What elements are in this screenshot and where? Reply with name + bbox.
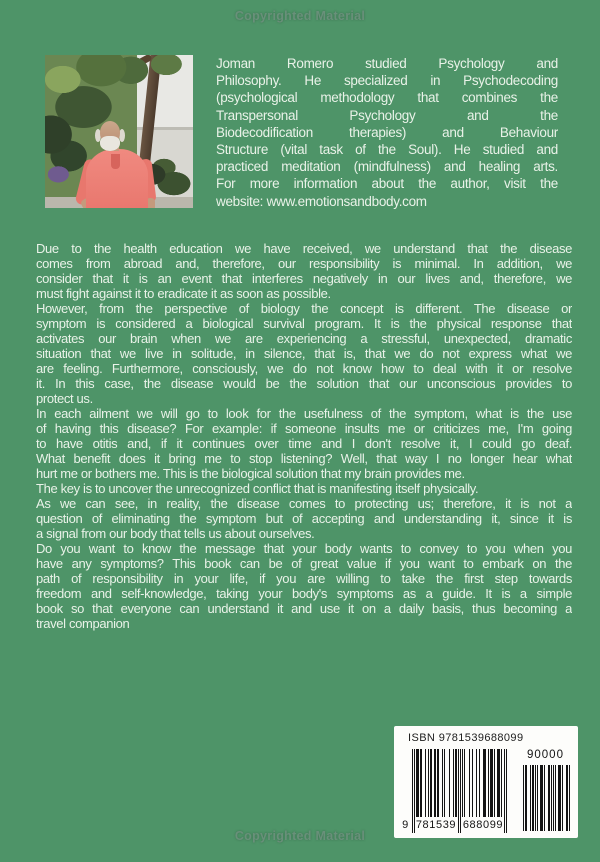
photo-man-collar	[111, 154, 120, 169]
text-line: practiced meditation (mindfulness) and healing arts.	[216, 159, 558, 175]
text-line: Joman Romero studied Psychology and	[216, 56, 558, 71]
author-bio	[216, 55, 558, 210]
text-line: a signal from our body that tells us about ourselves.	[36, 526, 315, 541]
text-line: have any symptoms? This book can be of great value if you want to embark on the	[36, 556, 572, 571]
paragraph	[36, 496, 572, 541]
text-line: comes from abroad and, therefore, our responsibility is minimal. In addition, we	[36, 256, 572, 271]
paragraph	[36, 481, 572, 496]
text-line: to have otitis and, if it continues over time and I don't resolve it, I could go deaf.	[36, 436, 572, 451]
ean5-addon-barcode	[522, 765, 569, 831]
photo-man-beard	[100, 136, 120, 151]
copyright-watermark-bottom: Copyrighted Material	[234, 829, 366, 843]
paragraph	[36, 241, 572, 301]
text-line: Do you want to know the message that your body wants to convey to you when you	[36, 541, 572, 556]
text-line: activates our brain when we are experiencing a stressful, unexpected, dramatic	[36, 331, 572, 346]
isbn-label: ISBN 9781539688099	[408, 732, 524, 744]
text-line: hurt me or bothers me. This is the biological solution that my brain provides me.	[36, 466, 465, 481]
paragraph	[36, 541, 572, 631]
addon-price-label: 90000	[527, 749, 564, 761]
text-line: website: www.emotionsandbody.com	[216, 193, 427, 209]
text-line: The key is to uncover the unrecognized conflict that is manifesting itself physically.	[36, 481, 479, 496]
text-line: protect us.	[36, 391, 93, 406]
text-line: (psychological methodology that combines the	[216, 90, 558, 106]
ean-digit-group: 688099	[462, 819, 504, 831]
barcode-panel	[394, 726, 578, 838]
text-line: travel companion	[36, 616, 130, 631]
text-line: symptom is considered a biological survival program. It is the physical response that	[36, 316, 572, 331]
text-line: Structure (vital task of the Soul). He studied and	[216, 142, 558, 158]
text-line: are feeling. Furthermore, consciously, we do not know how to deal with it or resolve	[36, 361, 572, 376]
text-line: question of eliminating the symptom but of accepting and understanding it, since it is	[36, 511, 572, 526]
ean-digit-group: 9	[402, 819, 409, 831]
paragraph	[36, 301, 572, 406]
text-line: freedom and self-knowledge, taking your body's symptoms as a guide. It is a simple	[36, 586, 572, 601]
ean-digit-group: 781539	[415, 819, 457, 831]
author-photo	[45, 55, 193, 208]
text-line: it. In this case, the disease would be the solution that our unconscious provides to	[36, 376, 572, 391]
text-line: However, from the perspective of biology the concept is different. The disease or	[36, 301, 572, 316]
text-line: situation that we live in solitude, in silence, that is, that we do not express what we	[36, 346, 572, 361]
copyright-watermark-top: Copyrighted Material	[234, 9, 366, 23]
text-line: path of responsibility in your life, if you are willing to take the first step towards	[36, 571, 572, 586]
text-line: book so that everyone can understand it and use it on a daily basis, thus becoming a	[36, 601, 572, 616]
ean13-barcode	[402, 749, 507, 833]
synopsis-text	[36, 241, 572, 631]
text-line: Biodecodification therapies) and Behaviour	[216, 124, 558, 140]
text-line: Transpersonal Psychology and the	[216, 107, 558, 123]
paragraph	[36, 406, 572, 481]
ean5-addon	[522, 749, 569, 833]
text-line: What benefit does it bring me to stop listening? Well, that way I no longer hear what	[36, 451, 572, 466]
text-line: Due to the health education we have received, we understand that the disease	[36, 241, 572, 256]
text-line: must fight against it to eradicate it as soon as possible.	[36, 286, 331, 301]
text-line: consider that it is an event that interferes negatively in our lives and, therefore, we	[36, 271, 572, 286]
text-line: As we can see, in reality, the disease comes to protecting us; therefore, it is not a	[36, 496, 572, 511]
text-line: Philosophy. He specialized in Psychodecoding	[216, 73, 558, 89]
text-line: For more information about the author, visit the	[216, 176, 558, 192]
text-line: of having this disease? For example: if someone insults me or criticizes me, I'm going	[36, 421, 572, 436]
text-line: In each ailment we will go to look for the usefulness of the symptom, what is the use	[36, 406, 572, 421]
